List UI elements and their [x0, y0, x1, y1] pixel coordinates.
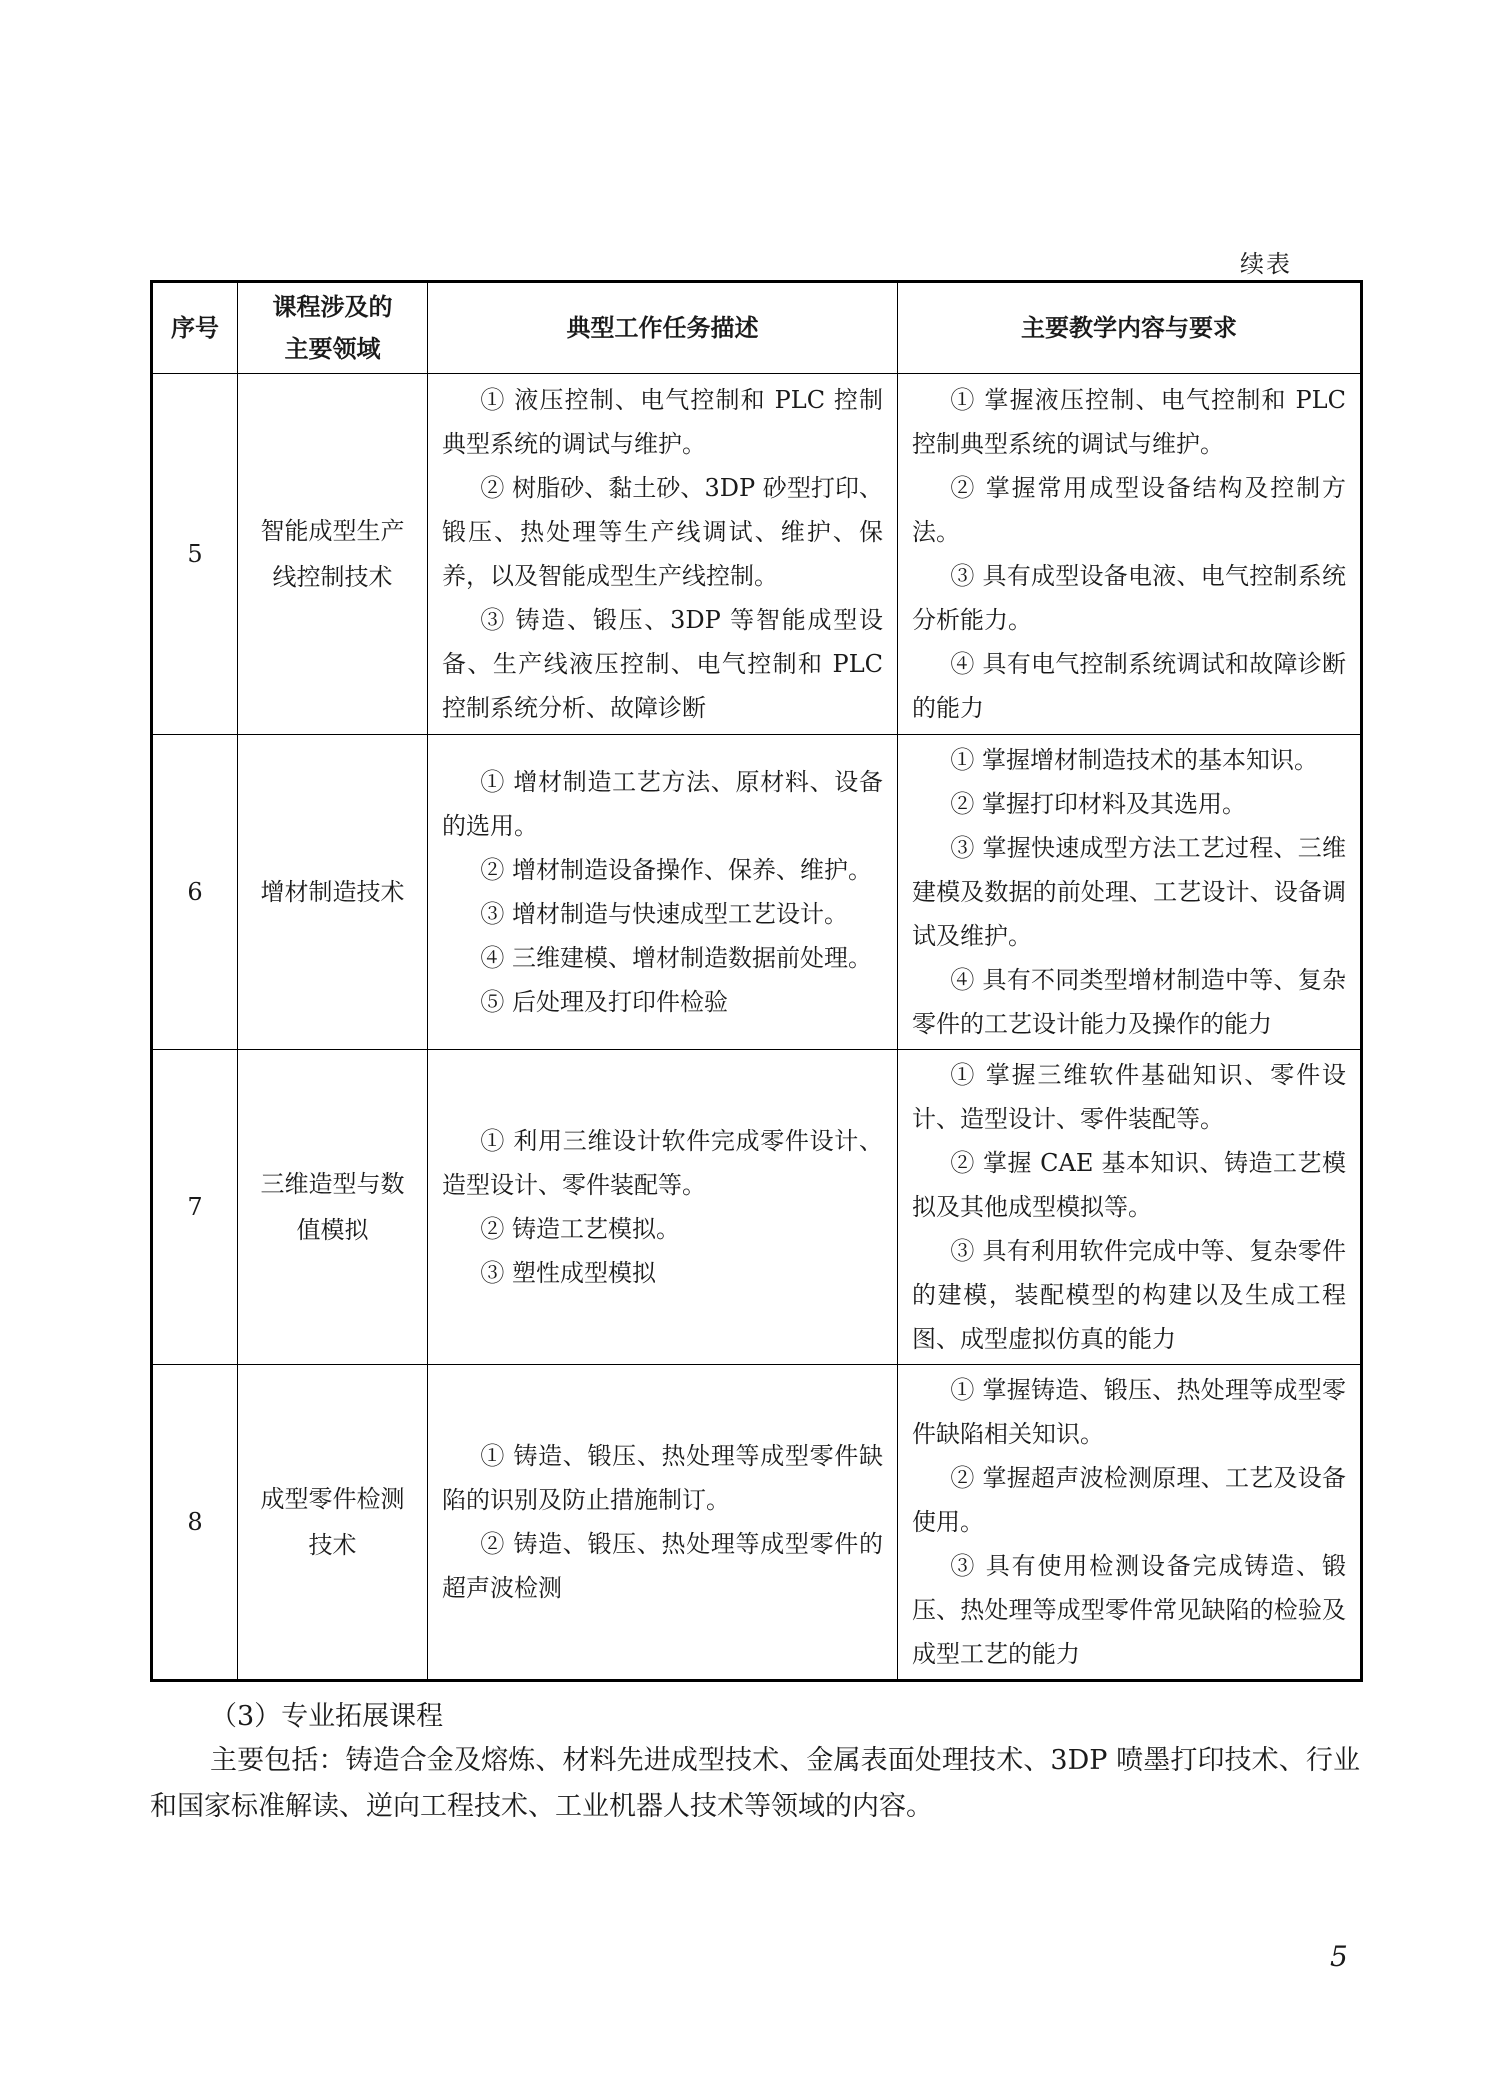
row-requirements — [898, 1365, 1362, 1681]
requirement-item: ③ 掌握快速成型方法工艺过程、三维建模及数据的前处理、工艺设计、设备调试及维护。 — [912, 834, 1346, 950]
task-item: ② 铸造、锻压、热处理等成型零件的超声波检测 — [442, 1530, 883, 1602]
header-task: 典型工作任务描述 — [428, 282, 898, 374]
requirement-item: ① 掌握液压控制、电气控制和 PLC 控制典型系统的调试与维护。 — [912, 386, 1346, 458]
table-row — [152, 1050, 1362, 1365]
task-item: ① 增材制造工艺方法、原材料、设备的选用。 — [442, 768, 883, 840]
requirement-item: ④ 具有不同类型增材制造中等、复杂零件的工艺设计能力及操作的能力 — [912, 966, 1346, 1038]
task-item: ② 增材制造设备操作、保养、维护。 — [480, 856, 873, 884]
row-tasks — [428, 374, 898, 735]
task-item: ③ 铸造、锻压、3DP 等智能成型设备、生产线液压控制、电气控制和 PLC 控制系统分析、故障诊断 — [442, 606, 883, 722]
header-seq: 序号 — [152, 282, 238, 374]
task-item: ① 利用三维设计软件完成零件设计、造型设计、零件装配等。 — [442, 1127, 883, 1199]
row-tasks — [428, 1050, 898, 1365]
task-item: ④ 三维建模、增材制造数据前处理。 — [480, 944, 873, 972]
table-header-row — [152, 282, 1362, 374]
page-number: 5 — [1330, 1940, 1348, 1973]
header-area-line1: 课程涉及的 — [272, 293, 393, 321]
task-item: ③ 增材制造与快速成型工艺设计。 — [480, 900, 849, 928]
requirement-item: ③ 具有成型设备电液、电气控制系统分析能力。 — [912, 562, 1346, 634]
header-area — [238, 282, 428, 374]
requirement-item: ③ 具有利用软件完成中等、复杂零件的建模，装配模型的构建以及生成工程图、成型虚拟仿真的能力 — [912, 1237, 1346, 1353]
continued-label: 续表 — [1240, 250, 1292, 278]
row-seq: 8 — [152, 1365, 238, 1681]
section-body: 主要包括：铸造合金及熔炼、材料先进成型技术、金属表面处理技术、3DP 喷墨打印技术、行业和国家标准解读、逆向工程技术、工业机器人技术等领域的内容。 — [150, 1745, 1360, 1822]
header-area-line2: 主要领域 — [284, 335, 381, 363]
task-item: ② 树脂砂、黏土砂、3DP 砂型打印、锻压、热处理等生产线调试、维护、保养，以及智能成型生产线控制。 — [442, 474, 883, 590]
task-item: ⑤ 后处理及打印件检验 — [480, 988, 729, 1016]
row-requirements — [898, 374, 1362, 735]
row-tasks — [428, 1365, 898, 1681]
requirement-item: ① 掌握增材制造技术的基本知识。 — [950, 746, 1319, 774]
course-table — [150, 280, 1363, 1682]
row-seq: 5 — [152, 374, 238, 735]
table-row — [152, 374, 1362, 735]
requirement-item: ③ 具有使用检测设备完成铸造、锻压、热处理等成型零件常见缺陷的检验及成型工艺的能力 — [912, 1552, 1346, 1668]
row-seq: 7 — [152, 1050, 238, 1365]
row-seq: 6 — [152, 735, 238, 1050]
task-item: ③ 塑性成型模拟 — [480, 1259, 657, 1287]
task-item: ① 液压控制、电气控制和 PLC 控制典型系统的调试与维护。 — [442, 386, 883, 458]
row-area: 增材制造技术 — [238, 735, 428, 1050]
row-area: 智能成型生产线控制技术 — [238, 374, 428, 735]
requirement-item: ② 掌握 CAE 基本知识、铸造工艺模拟及其他成型模拟等。 — [912, 1149, 1346, 1221]
section-heading: （3）专业拓展课程 — [210, 1701, 444, 1732]
requirement-item: ① 掌握铸造、锻压、热处理等成型零件缺陷相关知识。 — [912, 1376, 1346, 1448]
requirement-item: ② 掌握打印材料及其选用。 — [950, 790, 1247, 818]
row-tasks — [428, 735, 898, 1050]
row-requirements — [898, 735, 1362, 1050]
table-row — [152, 1365, 1362, 1681]
requirement-item: ② 掌握超声波检测原理、工艺及设备使用。 — [912, 1464, 1346, 1536]
table-row — [152, 735, 1362, 1050]
header-requirements: 主要教学内容与要求 — [898, 282, 1362, 374]
row-area: 三维造型与数值模拟 — [238, 1050, 428, 1365]
row-requirements — [898, 1050, 1362, 1365]
task-item: ② 铸造工艺模拟。 — [480, 1215, 681, 1243]
requirement-item: ② 掌握常用成型设备结构及控制方法。 — [912, 474, 1346, 546]
row-area: 成型零件检测技术 — [238, 1365, 428, 1681]
requirement-item: ① 掌握三维软件基础知识、零件设计、造型设计、零件装配等。 — [912, 1061, 1346, 1133]
requirement-item: ④ 具有电气控制系统调试和故障诊断的能力 — [912, 650, 1346, 722]
task-item: ① 铸造、锻压、热处理等成型零件缺陷的识别及防止措施制订。 — [442, 1442, 883, 1514]
